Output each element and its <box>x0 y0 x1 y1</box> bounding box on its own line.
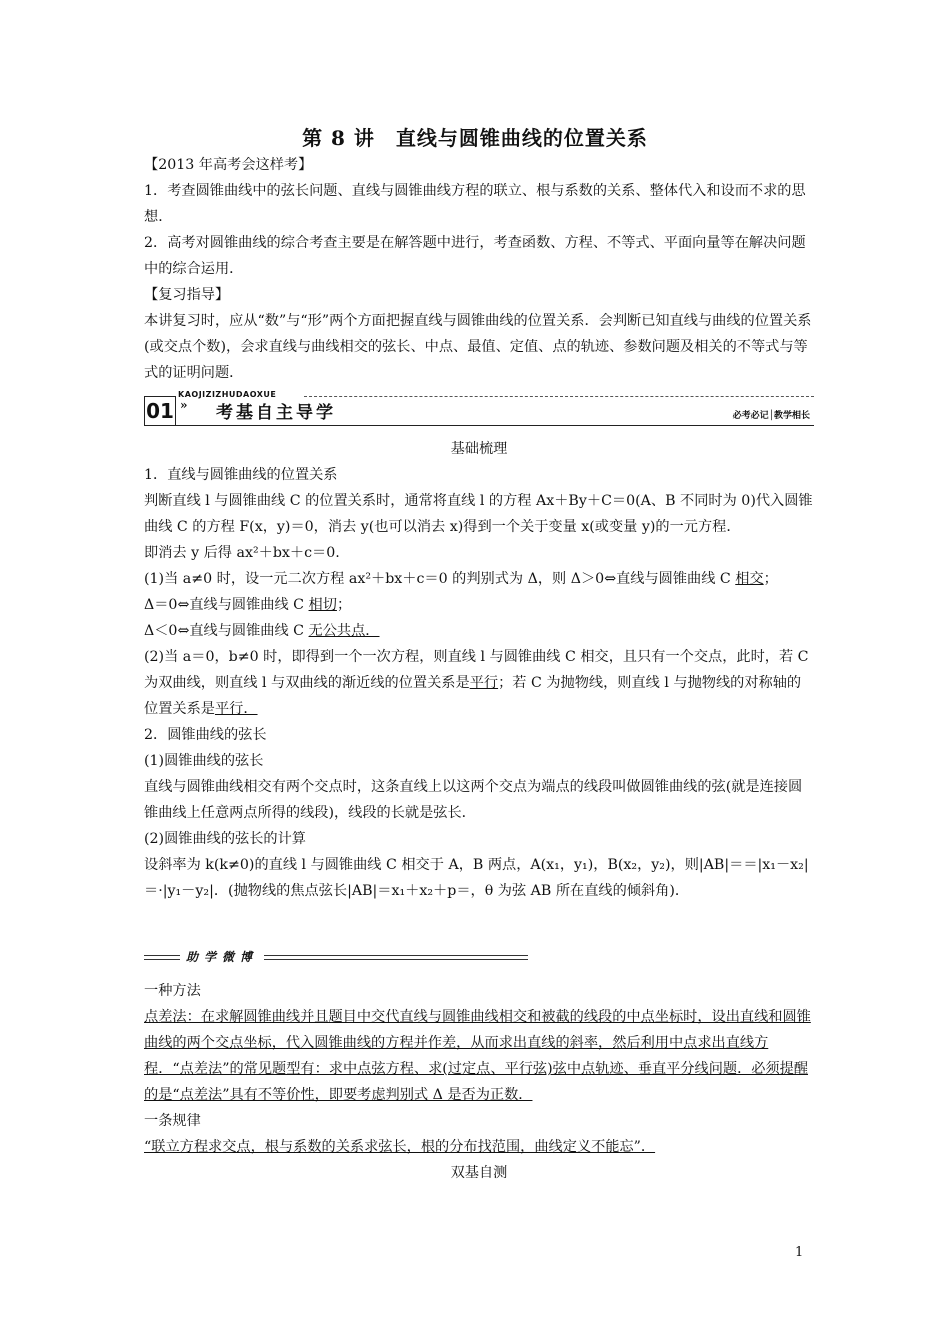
case-1-answer: 相交 <box>735 571 764 587</box>
section-1-title: 1．直线与圆锥曲线的位置关系 <box>144 467 338 483</box>
case-1-line <box>144 566 814 592</box>
method-paragraph: 点差法：在求解圆锥曲线并且题目中交代直线与圆锥曲线相交和被截的线段的中点坐标时，设出直线和圆锥曲线的两个交点坐标，代入圆锥曲线的方程并作差，从而求出直线的斜率，然后利用中点求出直线方程．“点差法”的常见题型有：求中点弦方程、求(过定点、平行弦)弦中点轨迹、垂直平分线问题．必须提醒的是“点差法”具有不等价性，即要考虑判别式 Δ 是否为正数． <box>144 1009 811 1103</box>
case-1-end: ； <box>763 571 778 587</box>
basics-heading: 基础梳理 <box>450 441 508 457</box>
intro-heading-exam: 【2013 年高考会这样考】 <box>144 157 313 173</box>
case-2-text: Δ＝0⇔直线与圆锥曲线 C <box>144 597 309 613</box>
helper-section <box>144 978 814 1186</box>
intro-paragraph-3: 本讲复习时，应从“数”与“形”两个方面把握直线与圆锥曲线的位置关系．会判断已知直线与曲线的位置关系(或交点个数)，会求直线与曲线相交的弦长、中点、最值、定值、点的轨迹、参数问题及相关的不等式与等式的证明问题． <box>144 313 812 381</box>
case-3-answer: 无公共点． <box>308 623 380 639</box>
page-number: 1 <box>795 1245 804 1260</box>
case-2-answer: 相切 <box>308 597 337 613</box>
rule-heading: 一条规律 <box>144 1113 201 1129</box>
section-2-paragraph-2: 设斜率为 k(k≠0)的直线 l 与圆锥曲线 C 相交于 A，B 两点，A(x₁，y₁)，B(x₂，y₂)，则|AB|＝＝|x₁－x₂|＝·|y₁－y₂|．(抛物线的焦点弦长|AB|＝x₁＋x₂＋p＝，θ 为弦 AB 所在直线的倾斜角)． <box>144 857 809 899</box>
intro-paragraph-1: 1．考查圆锥曲线中的弦长问题、直线与圆锥曲线方程的联立、根与系数的关系、整体代入和设而不求的思想． <box>144 183 806 225</box>
banner-rule <box>144 425 814 426</box>
intro-section <box>144 152 814 386</box>
section-banner <box>144 390 814 428</box>
basics-section <box>144 436 814 904</box>
case-1-text: (1)当 a≠0 时，设一元二次方程 ax²＋bx＋c＝0 的判别式为 Δ，则 Δ＞0⇔直线与圆锥曲线 C <box>144 571 736 587</box>
section-1-equation: 即消去 y 后得 ax²＋bx＋c＝0. <box>144 545 340 561</box>
section-2-title: 2．圆锥曲线的弦长 <box>144 727 267 743</box>
section-2-paragraph-1: 直线与圆锥曲线相交有两个交点时，这条直线上以这两个交点为端点的线段叫做圆锥曲线的弦(就是连接圆锥曲线上任意两点所得的线段)，线段的长就是弦长． <box>144 779 803 821</box>
section-1-paragraph: 判断直线 l 与圆锥曲线 C 的位置关系时，通常将直线 l 的方程 Ax＋By＋C＝0(A、B 不同时为 0)代入圆锥曲线 C 的方程 F(x，y)＝0，消去 y(也可以消去 x)得到一个关于变量 x(或变量 y)的一元方程． <box>144 493 813 535</box>
case-2-line <box>144 592 814 618</box>
section-2-sub-2: (2)圆锥曲线的弦长的计算 <box>144 831 306 847</box>
rule-paragraph: “联立方程求交点，根与系数的关系求弦长，根的分布找范围，曲线定义不能忘”． <box>144 1139 656 1155</box>
helper-label: 助学微博 <box>180 948 264 965</box>
case-3-line <box>144 618 814 644</box>
case-2-end: ； <box>336 597 352 613</box>
self-test-heading: 双基自测 <box>450 1165 508 1181</box>
banner-dashed-line <box>304 396 814 397</box>
banner-title: 考基自主导学 <box>216 403 336 423</box>
section-2-sub-1: (1)圆锥曲线的弦长 <box>144 753 264 769</box>
case-4-answer-2: 平行． <box>214 701 258 717</box>
banner-tag: 必考必记│教学相长 <box>732 411 810 421</box>
case-4-text-a: (2)当 a＝0，b≠0 时，即得到一个一次方程，则直线 l 与圆锥曲线 C 相交，且只有一个交点，此时，若 C 为双曲线，则直线 l 与双曲线的渐近线的位置关系是 <box>144 649 809 691</box>
case-3-text: Δ＜0⇔直线与圆锥曲线 C <box>144 623 309 639</box>
banner-pinyin: KAOJIZIZHUDAOXUE <box>178 390 277 399</box>
case-4-line <box>144 644 814 722</box>
banner-number: 01 <box>144 396 176 426</box>
page-title: 第 8 讲 直线与圆锥曲线的位置关系 <box>302 126 648 150</box>
intro-paragraph-2: 2．高考对圆锥曲线的综合考查主要是在解答题中进行，考查函数、方程、不等式、平面向量等在解决问题中的综合运用． <box>144 235 806 277</box>
banner-arrow-icon: » <box>180 398 188 412</box>
helper-banner <box>144 948 528 968</box>
method-heading: 一种方法 <box>144 983 201 999</box>
case-4-answer-1: 平行 <box>469 675 499 691</box>
case-4-text-b: ；若 C 为抛物线，则直线 l 与抛物线的对称轴的位置关系是 <box>144 675 802 717</box>
intro-heading-guide: 【复习指导】 <box>144 287 230 303</box>
